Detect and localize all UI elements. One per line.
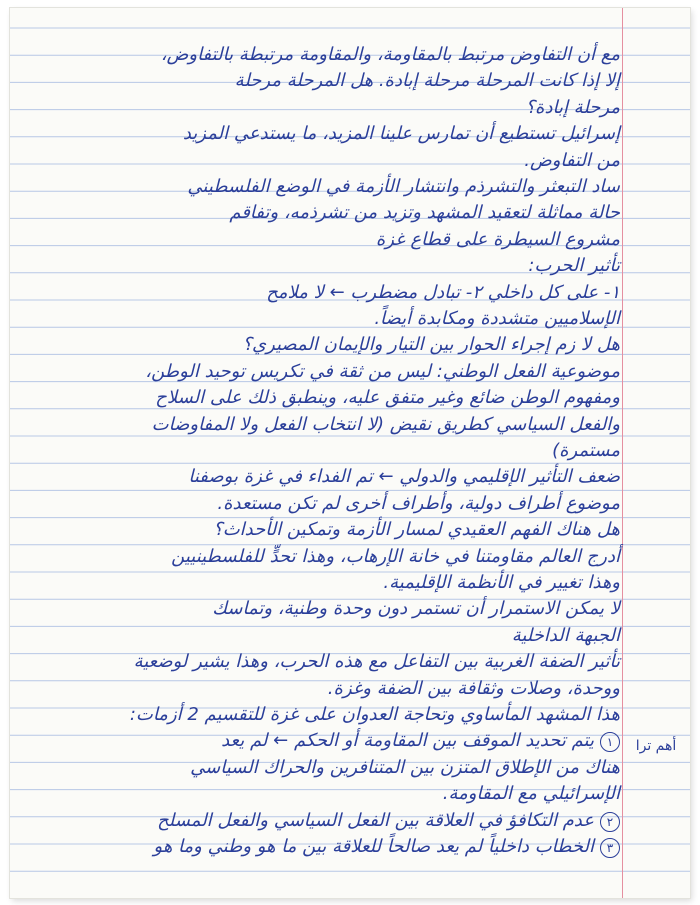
text-line bbox=[155, 387, 620, 408]
text-line bbox=[374, 308, 620, 329]
line-text: من التفاوض. bbox=[524, 149, 620, 171]
line-text: والفعل السياسي كطريق نقيض (لا انتخاب الفعل ولا المفاوضات bbox=[151, 413, 620, 435]
line-text: ضعف التأثير الإقليمي والدولي ← تم الفداء في غزة بوصفنا bbox=[188, 466, 620, 488]
line-text: الإسرائيلي مع المقاومة. bbox=[442, 783, 620, 805]
line-text: موضوع أطراف دولية، وأطراف أخرى لم تكن مستعدة. bbox=[217, 492, 620, 514]
text-line bbox=[190, 757, 620, 778]
item-number: ٣ bbox=[600, 838, 620, 858]
text-line bbox=[217, 493, 620, 514]
line-text: وهذا تغيير في الأنظمة الإقليمية. bbox=[383, 572, 620, 593]
text-line bbox=[171, 546, 620, 567]
line-text: هناك من الإطلاق المتزن بين المتنافرين والحراك السياسي bbox=[190, 756, 620, 778]
text-line bbox=[525, 97, 620, 118]
line-text: أدرج العالم مقاومتنا في خانة الإرهاب، وهذا تحدٍّ للفلسطينيين bbox=[171, 545, 620, 567]
margin-note: أهم ترا bbox=[635, 738, 677, 754]
text-line bbox=[213, 519, 620, 540]
line-text: الجبهة الداخلية bbox=[511, 624, 620, 646]
text-line bbox=[552, 440, 620, 461]
line-text: هل لا زم إجراء الحوار بين التيار والإيمان المصيري؟ bbox=[242, 334, 620, 356]
line-text: ومفهوم الوطن ضائع وغير متفق عليه، وينطبق ذلك على السلاح bbox=[155, 387, 620, 409]
item-number: ١ bbox=[600, 732, 620, 752]
text-line bbox=[443, 783, 620, 804]
notebook-page bbox=[10, 8, 690, 898]
text-line bbox=[221, 730, 620, 752]
text-line bbox=[154, 836, 620, 858]
text-line bbox=[376, 229, 620, 250]
text-line bbox=[242, 334, 620, 355]
line-text: تأثير الضفة الغربية بين التفاعل مع هذه الحرب، وهذا يشير لوضعية bbox=[133, 651, 620, 673]
text-line bbox=[528, 255, 620, 276]
item-number: ٢ bbox=[600, 812, 620, 832]
text-line bbox=[235, 70, 620, 91]
text-line bbox=[130, 704, 620, 725]
line-text: عدم التكافؤ في العلاقة بين الفعل السياسي والفعل المسلح bbox=[157, 809, 594, 831]
line-text: ساد التبعثر والتشرذم وانتشار الأزمة في الوضع الفلسطيني bbox=[187, 176, 620, 197]
line-text: مرحلة إبادة؟ bbox=[525, 96, 620, 118]
line-text: مع أن التفاوض مرتبط بالمقاومة، والمقاومة مرتبطة بالتفاوض، bbox=[160, 44, 620, 65]
line-text: هذا المشهد المأساوي وتحاجة العدوان على غزة للتقسيم 2 أزمات: bbox=[129, 704, 620, 725]
text-line bbox=[266, 282, 620, 303]
text-line bbox=[152, 414, 620, 435]
line-text: تأثير الحرب: bbox=[528, 255, 620, 277]
text-line bbox=[229, 202, 620, 223]
text-line bbox=[328, 678, 620, 699]
text-line bbox=[183, 123, 620, 144]
text-line bbox=[161, 44, 620, 65]
text-line bbox=[212, 598, 620, 619]
line-text: مشروع السيطرة على قطاع غزة bbox=[375, 228, 620, 250]
text-line bbox=[134, 651, 620, 672]
line-text: موضوعية الفعل الوطني: ليس من ثقة في تكريس توحيد الوطن، bbox=[145, 360, 620, 382]
line-text: لا يمكن الاستمرار أن تستمر دون وحدة وطنية، وتماسك bbox=[212, 598, 620, 620]
line-text: هل هناك الفهم العقيدي لمسار الأزمة وتمكين الأحداث؟ bbox=[213, 519, 620, 541]
line-text: ووحدة، وصلات وثقافة بين الضفة وغزة. bbox=[327, 677, 620, 699]
line-text: حالة مماثلة لتعقيد المشهد وتزيد من تشرذمه، وتفاقم bbox=[229, 202, 620, 224]
text-line bbox=[524, 150, 620, 171]
text-line bbox=[188, 466, 620, 487]
line-text: يتم تحديد الموقف بين المقاومة أو الحكم ← لم يعد bbox=[221, 730, 594, 752]
text-line bbox=[145, 361, 620, 382]
line-text: الإسلاميين متشددة ومكابدة أيضاً. bbox=[374, 308, 620, 329]
text-line bbox=[157, 810, 620, 832]
margin-rule bbox=[622, 8, 623, 898]
line-text: إسرائيل تستطيع أن تمارس علينا المزيد، ما يستدعي المزيد bbox=[182, 123, 620, 145]
line-text: ١- على كل داخلي ٢- تبادل مضطرب ← لا ملامح bbox=[266, 281, 620, 303]
line-text: إلا إذا كانت المرحلة مرحلة إبادة. هل المرحلة مرحلة bbox=[234, 70, 620, 92]
text-line bbox=[187, 176, 620, 197]
line-text: مستمرة) bbox=[552, 440, 620, 461]
text-line bbox=[383, 572, 620, 593]
line-text: الخطاب داخلياً لم يعد صالحاً للعلاقة بين ما هو وطني وما هو bbox=[153, 836, 594, 857]
text-line bbox=[512, 625, 620, 646]
